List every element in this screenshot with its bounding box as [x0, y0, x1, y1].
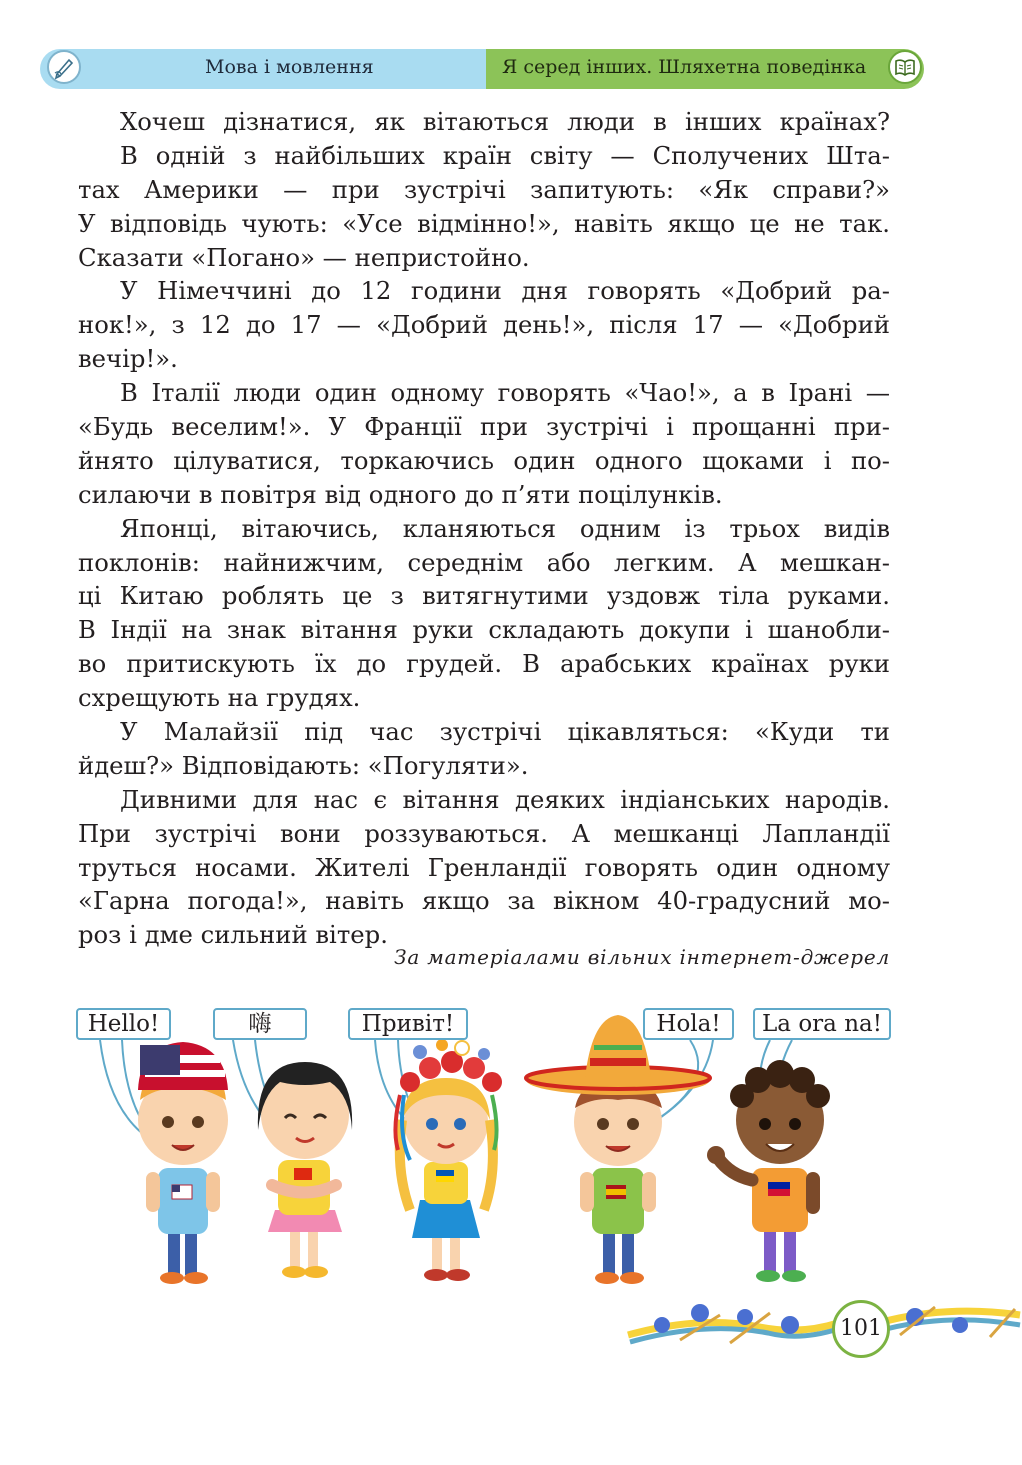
waving-boy	[707, 1060, 830, 1282]
text-line: вечір!».	[78, 344, 178, 374]
text-line: В Італії люди один одному говорять «Чао!», а в Ірані —	[120, 378, 890, 408]
children-illustration	[0, 1000, 1022, 1300]
text-line: во притискують їх до грудей. В арабських країнах руки	[78, 649, 890, 679]
text-line: нок!», з 12 до 17 — «Добрий день!», після 17 — «Добрий	[78, 310, 890, 340]
greeting-bubble-pryvit: Привіт!	[348, 1008, 468, 1040]
text-line: поклонів: найнижчим, середнім або легким. А мешкан-	[78, 547, 890, 577]
text-line: У Малайзії під час зустрічі цікавляться: «Куди ти	[120, 717, 890, 747]
text-line: Хочеш дізнатися, як вітаються люди в інших країнах?	[120, 107, 890, 136]
text-line: «Гарна погода!», навіть якщо за вікном 40-градусний мо-	[78, 886, 890, 916]
greeting-bubble-chinese: 嗨	[213, 1008, 307, 1040]
article-text	[78, 105, 890, 952]
text-line: ці Китаю роблять це з витягнутими уздовж тіла руками.	[78, 581, 890, 611]
text-line: В одній з найбільших країн світу — Сполучених Шта-	[120, 140, 890, 170]
text-line: У Німеччині до 12 години дня говорять «Добрий ра-	[120, 276, 890, 306]
text-line: труться носами. Жителі Гренландії говорять один одному	[78, 852, 890, 882]
page-header	[40, 47, 925, 91]
greeting-bubble-la-ora-na: La ora na!	[753, 1008, 891, 1040]
chinese-girl	[258, 1062, 352, 1278]
text-line: «Будь веселим!». У Франції при зустрічі і прощанні при-	[78, 412, 890, 442]
section-title: Мова і мовлення	[205, 56, 374, 78]
text-line: роз і дме сильний вітер.	[78, 920, 388, 950]
text-line: силаючи в повітря від одного до п’яти поцілунків.	[78, 479, 723, 509]
ukrainian-girl	[395, 1039, 502, 1281]
greeting-bubble-hello: Hello!	[76, 1008, 171, 1040]
text-line: йнято цілуватися, торкаючись один одного щоками і по-	[78, 445, 890, 475]
text-line: схрещують на грудях.	[78, 683, 361, 713]
text-line: Японці, вітаючись, кланяються одним із трьох видів	[120, 513, 890, 543]
text-line: тах Америки — при зустрічі запитують: «Як справи?»	[78, 174, 890, 204]
book-icon	[888, 50, 922, 84]
pen-icon	[47, 50, 81, 84]
text-line: Дивними для нас є вітання деяких індіанських народів.	[120, 784, 890, 814]
text-line: У відповідь чують: «Усе відмінно!», навіть якщо це не так.	[78, 208, 890, 238]
greeting-bubble-hola: Hola!	[643, 1008, 734, 1040]
text-line: В Індії на знак вітання руки складають докупи і шанобли-	[78, 615, 890, 645]
text-line: При зустрічі вони роззуваються. А мешканці Лапландії	[78, 818, 890, 848]
text-line: Сказати «Погано» — непристойно.	[78, 242, 530, 272]
topic-title: Я серед інших. Шляхетна поведінка	[502, 56, 867, 78]
text-line: йдеш?» Відповідають: «Погуляти».	[78, 750, 529, 780]
source-citation: За матеріалами вільних інтернет-джерел	[394, 945, 890, 969]
page-number: 101	[832, 1300, 890, 1358]
usa-boy	[138, 1042, 228, 1284]
spanish-boy	[526, 1015, 710, 1284]
